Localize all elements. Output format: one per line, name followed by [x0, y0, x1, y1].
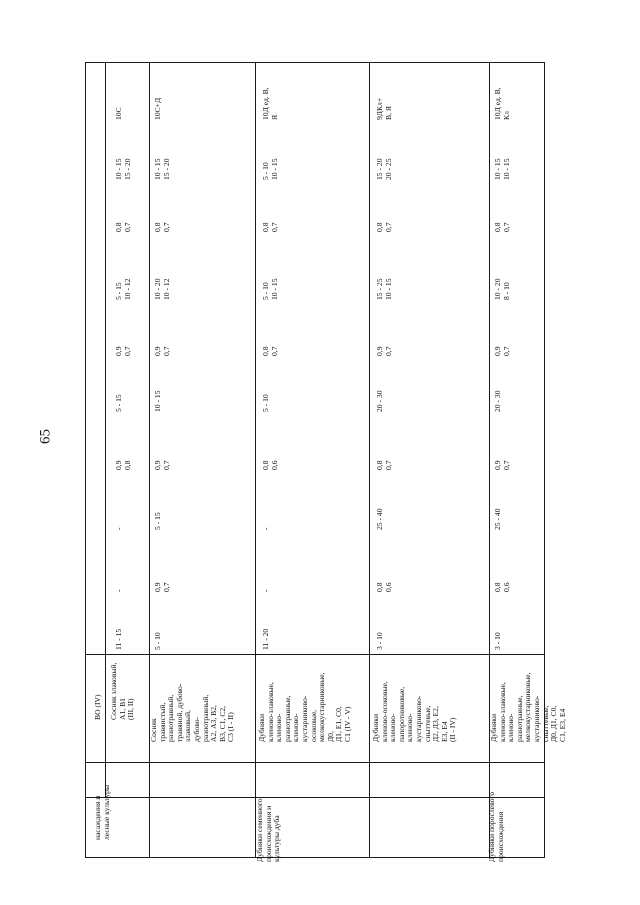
cell-f2-line: 0,8: [375, 460, 384, 470]
cell-comp: [115, 107, 124, 120]
cell-type-line: злаковый,: [183, 710, 193, 742]
cell-comp-line: 10С: [114, 107, 123, 120]
cell-n1-line: 11 - 15: [114, 628, 123, 650]
table-rule: [86, 797, 544, 798]
cell-type-line: кленово-: [388, 713, 398, 742]
cell-f2-line: 0,9: [493, 460, 502, 470]
cell-n4-line: 10 - 20: [493, 278, 502, 300]
cell-n1-line: 3 - 10: [493, 632, 502, 650]
cell-n4-line: 5 - 15: [114, 282, 123, 300]
cell-f3: [376, 347, 393, 357]
cell-type-line: А2, А3, В2,: [209, 705, 219, 742]
cell-f1: [262, 589, 271, 592]
cell-f1: [115, 589, 124, 592]
cell-comp-line: В, Я: [383, 106, 393, 120]
header-col1-line: насаждения и: [93, 795, 102, 840]
cell-type: [258, 672, 353, 742]
cell-n1: [115, 629, 124, 650]
cell-f4-line: 0,8: [153, 222, 162, 232]
cell-f3-line: 0,7: [383, 346, 393, 356]
cell-n3-line: 20 - 30: [493, 390, 502, 412]
cell-n1-line: 3 - 10: [375, 632, 384, 650]
cell-type-line: травяной, дубово-: [174, 683, 184, 742]
cell-f2-line: 0,6: [269, 460, 279, 470]
cell-n4: [115, 278, 132, 300]
cell-f1: [154, 583, 171, 593]
cell-name-line: происхождения и: [263, 805, 273, 862]
cell-type-line: кленово-злаковые,: [265, 682, 275, 742]
cell-f3-line: 0,9: [153, 346, 162, 356]
cell-type-line: С1 (IV - V): [342, 706, 352, 742]
cell-type-line: Сосняк злаковый,: [109, 662, 118, 720]
cell-n3: [154, 390, 163, 412]
cell-comp-line: Кл: [501, 111, 511, 120]
cell-name-line: культуры дуба: [272, 815, 282, 862]
cell-f3-line: 0,8: [261, 346, 270, 356]
cell-n5-line: 10 - 15: [269, 158, 279, 180]
cell-type-line: травяистый,: [157, 702, 167, 742]
cell-f4-line: 0,7: [161, 222, 171, 232]
cell-f4-line: 0,7: [122, 222, 132, 232]
cell-n5-line: 15 - 20: [122, 158, 132, 180]
cell-n4-line: 15 - 25: [375, 278, 384, 300]
cell-n5-line: 10 - 15: [114, 158, 123, 180]
cell-n5-line: 10 - 15: [501, 158, 511, 180]
cell-comp-line: 9ДКл+: [375, 97, 384, 120]
cell-f3: [154, 347, 171, 357]
cell-f1-line: 0,9: [153, 582, 162, 592]
cell-n4: [262, 278, 279, 300]
cell-n5-line: 10 - 15: [153, 158, 162, 180]
cell-f2-line: 0,8: [122, 460, 132, 470]
cell-n4-line: 10 - 15: [383, 278, 393, 300]
cell-f2-line: 0,7: [501, 460, 511, 470]
cell-f4: [494, 223, 511, 233]
table-rule: [86, 762, 544, 763]
cell-type-line: (II - IV): [448, 717, 458, 742]
header-col2-line: ВО (IV): [93, 694, 102, 720]
cell-n5: [262, 158, 279, 180]
cell-f2: [494, 461, 511, 471]
cell-n3-line: 10 - 15: [153, 390, 162, 412]
cell-n1-line: 5 - 10: [153, 632, 162, 650]
cell-n2-line: -: [261, 527, 270, 530]
cell-type-line: разнотравный,: [166, 694, 176, 742]
cell-n2-line: -: [114, 527, 123, 530]
cell-name: [488, 792, 505, 862]
cell-f1: [376, 583, 393, 593]
cell-type-line: Сосняк: [149, 718, 158, 742]
cell-f3-line: 0,7: [501, 346, 511, 356]
cell-f4: [115, 223, 132, 233]
cell-n1: [262, 629, 271, 650]
cell-f1-line: 0,8: [375, 582, 384, 592]
cell-type-line: кустарниково-: [413, 695, 423, 742]
cell-f2: [262, 461, 279, 471]
cell-type: [110, 663, 136, 720]
cell-f4-line: 0,8: [261, 222, 270, 232]
cell-type-line: Д2, Д3, Е2,: [431, 706, 441, 742]
cell-type: [150, 684, 236, 742]
cell-f1: [494, 583, 511, 593]
cell-f2-line: 0,8: [261, 460, 270, 470]
cell-f1-line: 0,6: [501, 582, 511, 592]
cell-type-line: кустарниково-: [531, 695, 541, 742]
cell-comp: [154, 98, 163, 120]
cell-f3: [262, 347, 279, 357]
table-rule: [255, 63, 256, 857]
cell-n5: [494, 158, 511, 180]
cell-n1: [494, 632, 503, 650]
cell-n4-line: 10 - 12: [122, 278, 132, 300]
table-rule: [369, 63, 370, 857]
cell-n3: [115, 394, 124, 412]
cell-f4-line: 0,7: [269, 222, 279, 232]
cell-type-line: А1, В1: [117, 698, 127, 720]
table-rule: [105, 63, 106, 797]
cell-f4-line: 0,8: [493, 222, 502, 232]
cell-n2: [376, 508, 385, 530]
cell-f2: [154, 461, 171, 471]
cell-n5: [115, 158, 132, 180]
cell-type-line: (III, II): [126, 698, 136, 720]
cell-n1: [376, 632, 385, 650]
cell-type-line: кленово-: [405, 713, 415, 742]
cell-n4-line: 10 - 15: [269, 278, 279, 300]
cell-n5-line: 15 - 20: [161, 158, 171, 180]
cell-comp-line: 10Д ед. В,: [493, 87, 502, 120]
cell-type-line: кленово-: [291, 713, 301, 742]
cell-f3-line: 0,9: [493, 346, 502, 356]
cell-comp-line: 10С+Д: [153, 97, 162, 120]
cell-type-line: осоковые,: [308, 709, 318, 742]
cell-type-line: кустарниково-: [299, 695, 309, 742]
cell-f3: [494, 347, 511, 357]
cell-n3: [262, 394, 271, 412]
cell-n2: [115, 527, 124, 530]
cell-n4: [494, 278, 511, 300]
cell-n4-line: 10 - 20: [153, 278, 162, 300]
cell-f1-line: -: [261, 589, 270, 592]
cell-n1: [154, 632, 163, 650]
cell-n2-line: 5 - 15: [153, 512, 162, 530]
cell-f3-line: 0,7: [269, 346, 279, 356]
cell-comp: [262, 87, 279, 120]
cell-type-line: Дубняки: [371, 713, 380, 742]
cell-type-line: кленово-осоковые,: [379, 681, 389, 742]
cell-n2: [154, 512, 163, 530]
header-col2: [94, 694, 103, 720]
cell-type-line: кленово-: [506, 713, 516, 742]
cell-n3: [494, 390, 503, 412]
cell-n3: [376, 390, 385, 412]
cell-f2-line: 0,7: [383, 460, 393, 470]
cell-f4: [262, 223, 279, 233]
cell-n2: [262, 527, 271, 530]
cell-name: [256, 798, 282, 862]
cell-n2-line: 25 - 40: [493, 508, 502, 530]
cell-comp-line: 10Д ед. В,: [261, 87, 270, 120]
cell-n1-line: 11 - 20: [261, 628, 270, 650]
cell-f4-line: 0,8: [375, 222, 384, 232]
cell-type-line: Дубняки: [489, 713, 498, 742]
cell-type-line: сныттевые,: [422, 705, 432, 742]
cell-type-line: мелкокустарниковые,: [523, 672, 533, 742]
cell-type-line: Дубняки: [257, 713, 266, 742]
cell-f2: [115, 461, 132, 471]
cell-type-line: разнотравные,: [282, 695, 292, 742]
cell-n2: [494, 508, 503, 530]
cell-f1-line: 0,8: [493, 582, 502, 592]
cell-f4-line: 0,8: [114, 222, 123, 232]
cell-f1-line: 0,6: [383, 582, 393, 592]
cell-type-line: В3, С1, С2,: [217, 705, 227, 742]
page-number: 65: [37, 429, 54, 444]
cell-comp: [494, 87, 511, 120]
cell-f4: [154, 223, 171, 233]
cell-f2: [376, 461, 393, 471]
cell-f4-line: 0,7: [501, 222, 511, 232]
cell-n4-line: 8 - 10: [501, 282, 511, 300]
cell-type: [490, 672, 567, 742]
cell-type-line: Д1, Е1, С0,: [334, 706, 344, 742]
cell-type-line: С1, Е3, Е4: [557, 708, 567, 742]
cell-type-line: С3 (I - II): [226, 712, 236, 742]
cell-n3-line: 5 - 10: [261, 394, 270, 412]
cell-type-line: дубово-: [191, 716, 201, 742]
cell-n3-line: 5 - 15: [114, 394, 123, 412]
cell-type-line: Д0,: [325, 731, 335, 742]
cell-f2-line: 0,9: [153, 460, 162, 470]
cell-type-line: сныттевые,: [540, 705, 550, 742]
cell-type-line: Е3, Е4: [439, 721, 449, 742]
cell-n4: [154, 278, 171, 300]
cell-type: [372, 681, 458, 742]
cell-n5-line: 10 - 15: [493, 158, 502, 180]
cell-n5-line: 20 - 25: [383, 158, 393, 180]
cell-f3-line: 0,9: [114, 346, 123, 356]
cell-name-line: Дубняки порослевого: [487, 791, 496, 862]
cell-f4-line: 0,7: [383, 222, 393, 232]
cell-comp: [376, 98, 393, 120]
cell-type-line: Д0, Д1, С0,: [549, 705, 559, 742]
cell-f2-line: 0,7: [161, 460, 171, 470]
cell-n2-line: 25 - 40: [375, 508, 384, 530]
cell-type-line: папоротниковые,: [396, 686, 406, 742]
cell-f1-line: 0,7: [161, 582, 171, 592]
cell-type-line: разнотравные,: [514, 695, 524, 742]
cell-f3-line: 0,9: [375, 346, 384, 356]
cell-n4-line: 5 - 10: [261, 282, 270, 300]
cell-f3-line: 0,7: [122, 346, 132, 356]
cell-name-line: Дубняки семенного: [255, 798, 264, 862]
cell-n5: [154, 158, 171, 180]
header-col1-line: лесные культуры: [101, 784, 111, 840]
cell-f2-line: 0,9: [114, 460, 123, 470]
cell-f1-line: -: [114, 589, 123, 592]
cell-comp-line: Я: [269, 114, 279, 120]
cell-n5-line: 15 - 20: [375, 158, 384, 180]
cell-type-line: кленово-злаковые,: [497, 682, 507, 742]
cell-n5: [376, 158, 393, 180]
cell-type-line: разнотравный,: [200, 694, 210, 742]
header-col1: [94, 785, 111, 840]
cell-f3: [115, 347, 132, 357]
cell-name-line: происхождения: [495, 811, 505, 862]
table-rule: [86, 654, 544, 655]
cell-n4-line: 10 - 12: [161, 278, 171, 300]
cell-f3-line: 0,7: [161, 346, 171, 356]
cell-n3-line: 20 - 30: [375, 390, 384, 412]
cell-f4: [376, 223, 393, 233]
cell-n5-line: 5 - 10: [261, 162, 270, 180]
cell-n4: [376, 278, 393, 300]
cell-type-line: мелкокустарниковые,: [317, 672, 327, 742]
cell-type-line: кленово-: [274, 713, 284, 742]
